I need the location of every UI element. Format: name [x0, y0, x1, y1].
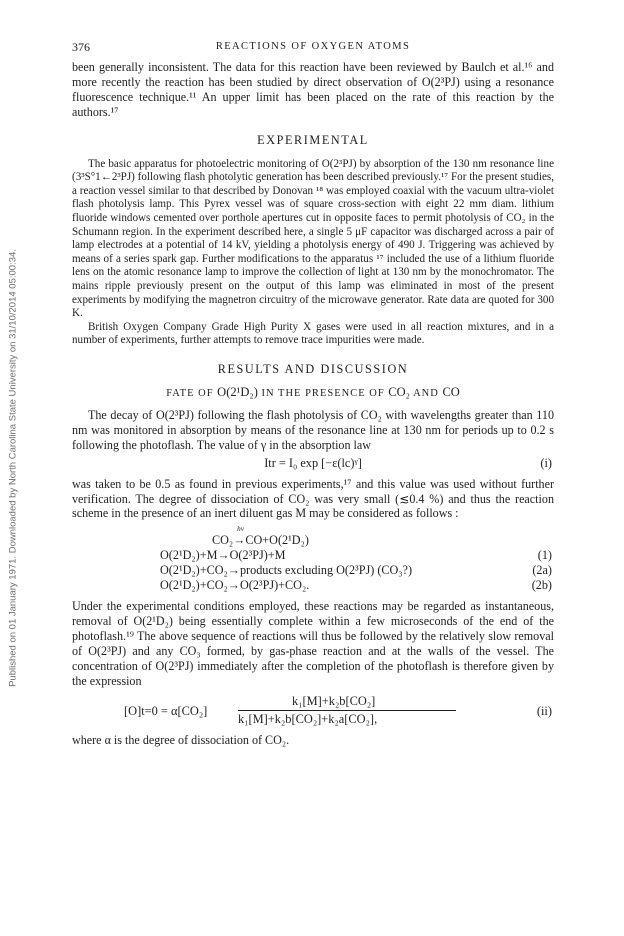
- paper-page: [72, 40, 554, 748]
- reaction-2b: [72, 578, 554, 593]
- equation-ii-lhs: [O]t=0 = α[CO₂]: [124, 703, 208, 718]
- reaction-2b-expression: O(2¹D₂)+CO₂→O(2³PJ)+CO₂.: [160, 578, 310, 593]
- experimental-section: [72, 158, 554, 348]
- subheading-species-1: O(2¹D₂): [217, 384, 258, 399]
- subheading-species-2: CO₂: [388, 384, 411, 399]
- running-title: REACTIONS OF OXYGEN ATOMS: [215, 41, 411, 52]
- equation-ii-numerator: k₁[M]+k₂b[CO₂]: [292, 693, 376, 708]
- fraction-bar: [238, 710, 456, 711]
- equation-ii-denominator-text: k₁[M]+k₂b[CO₂]+k₂a[CO₂]: [238, 711, 375, 726]
- equation-ii-comma: ,: [374, 711, 378, 726]
- intro-paragraph: been generally inconsistent. The data for this reaction have been reviewed by Baulch et al.¹⁶ and more recently the reaction has been studied by direct observation of O(2³PJ) using a resonance fluorescence technique.¹¹ An upper limit has been placed on the rate of this reaction by the authors.¹⁷: [72, 60, 554, 119]
- equation-ii: [72, 695, 554, 729]
- results-paragraph-4: where α is the degree of dissociation of CO₂.: [72, 732, 290, 747]
- equation-ii-denominator: [238, 712, 377, 727]
- results-paragraph-3: Under the experimental conditions employed, these reactions may be regarded as instantaneous, removal of O(2¹D₂) being essentially complete within a few microseconds of the end of the photoflash.¹⁹ The above sequence of reactions will thus be followed by the relatively slow removal of O(2³PJ) and any CO₃ formed, by gas-phase reaction and at the walls of the vessel. The concentration of O(2³PJ) immediately after the completion of the photoflash is therefore given by the expression: [72, 599, 554, 688]
- reaction-1-expression: O(2¹D₂)+M→O(2³PJ)+M: [160, 548, 286, 563]
- page-number: 376: [72, 40, 90, 54]
- watermark-text: Published on 01 January 1971. Downloaded by North Carolina State University on 31/10/2014 05:00:34.: [7, 249, 19, 687]
- results-paragraph-2: was taken to be 0.5 as found in previous experiments,¹⁷ and this value was used without further verification. The degree of dissociation of CO₂ was very small (≲0.4 %) and thus the reaction scheme in the presence of an inert diluent gas M may be considered as follows :: [72, 476, 554, 521]
- reaction-2a: [72, 563, 554, 578]
- subheading-mid: IN THE PRESENCE OF: [261, 387, 385, 399]
- experimental-paragraph-2: British Oxygen Company Grade High Purity X gases were used in all reaction mixtures, and in a number of experiments, further attempts to remove trace impurities were made.: [72, 320, 554, 347]
- page-header: [72, 40, 554, 60]
- reaction-2a-expression: O(2¹D₂)+CO₂→products excluding O(2³PJ) (CO₃?): [160, 563, 413, 578]
- subheading-species-3: CO: [442, 384, 460, 399]
- subheading-pre: FATE OF: [166, 387, 214, 399]
- reaction-0: [72, 524, 554, 548]
- reaction-2b-number: (2b): [531, 578, 552, 593]
- equation-i-expression: Itr = I₀ exp [−ε(lc)ᵞ]: [264, 455, 362, 470]
- download-watermark: [6, 0, 20, 936]
- experimental-paragraph-1: The basic apparatus for photoelectric monitoring of O(2³PJ) by absorption of the 130 nm resonance line (3³S°1←2³PJ) following flash photolytic generation has been described previously.¹⁷ For the present studies, a reaction vessel similar to that described by Donovan ¹⁸ was employed coaxial with the vacuum ultra-violet flash photolysis lamp. This Pyrex vessel was of square cross-section with eight 22 mm diam. lithium fluoride windows cemented over porthole apertures cut in opposite faces to permit photolysis of CO₂ in the Schumann region. In the experiment described here, a single 5 μF capacitor was discharged across a pair of lamp electrodes at a potential of 14 kV, yielding a photolysis energy of 490 J. Triggering was achieved by means of a series spark gap. Further modifications to the apparatus ¹⁷ included the use of a lithium fluoride lens on the atomic resonance lamp to improve the collection of light at 130 nm by the monochromator. The mains ripple previously present on the output of this lamp was eliminated in most of the present experiments by modifying the magnetron circuitry of the microwave generator. Rate data are quoted for 300 K.: [72, 157, 554, 320]
- reaction-2a-number: (2a): [532, 563, 552, 578]
- reaction-1: [72, 548, 554, 563]
- equation-ii-number: (ii): [536, 703, 552, 718]
- experimental-heading: EXPERIMENTAL: [257, 132, 369, 147]
- reaction-0-expression: CO₂→CO+O(2¹D₂): [212, 533, 309, 548]
- results-paragraph-1: The decay of O(2³PJ) following the flash photolysis of CO₂ with wavelengths greater than 110 nm was monitored in absorption by means of the resonance line at 130 nm for periods up to 0.2 s following the photoflash. The value of γ in the absorption law: [72, 407, 554, 452]
- subheading-and: AND: [413, 387, 439, 399]
- reaction-1-number: (1): [537, 548, 552, 563]
- photon-label: hν: [237, 524, 245, 534]
- equation-i: [72, 456, 554, 473]
- results-subheading: [72, 385, 554, 400]
- results-heading: RESULTS AND DISCUSSION: [217, 361, 409, 376]
- reaction-scheme: [72, 524, 554, 593]
- equation-i-number: (i): [540, 455, 552, 470]
